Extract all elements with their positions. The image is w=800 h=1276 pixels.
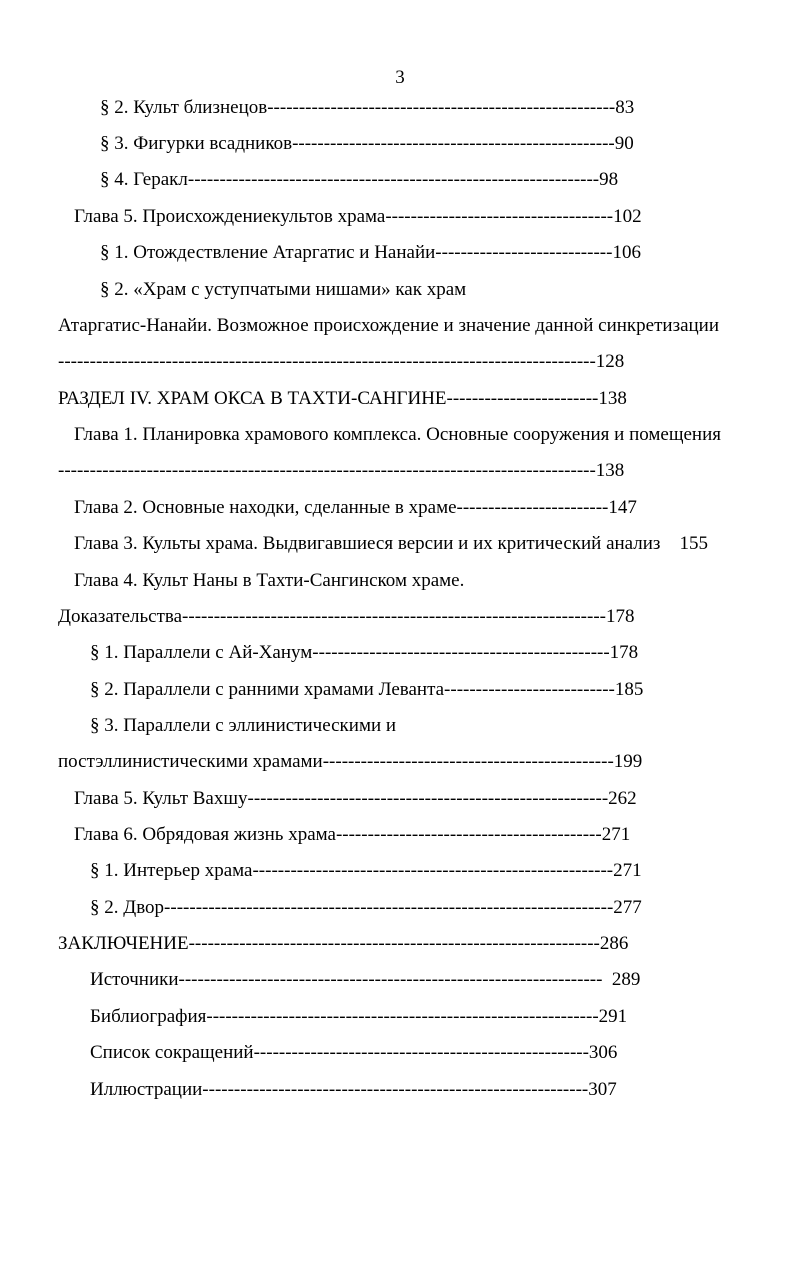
toc-entry: Источники------------------------------------------------------------------- 289 — [90, 969, 641, 990]
toc-entry: § 3. Фигурки всадников---------------------------------------------------90 — [100, 133, 634, 154]
toc-entry: Библиография--------------------------------------------------------------291 — [90, 1006, 628, 1027]
page-number: 3 — [395, 67, 405, 88]
toc-entry: § 1. Параллели с Ай-Ханум-----------------------------------------------178 — [90, 642, 639, 663]
toc-entry: Глава 1. Планировка храмового комплекса. Основные сооружения и помещения — [74, 424, 721, 445]
toc-entry: Глава 2. Основные находки, сделанные в храме------------------------147 — [74, 497, 637, 518]
toc-entry: ЗАКЛЮЧЕНИЕ-----------------------------------------------------------------286 — [58, 933, 629, 954]
toc-entry: Глава 6. Обрядовая жизнь храма------------------------------------------271 — [74, 824, 631, 845]
toc-entry: -------------------------------------------------------------------------------------128 — [58, 351, 625, 372]
toc-entry: § 2. «Храм с уступчатыми нишами» как храм — [100, 279, 467, 300]
toc-entry: § 3. Параллели с эллинистическими и — [90, 715, 397, 736]
toc-entry: Глава 4. Культ Наны в Тахти-Сангинском храме. — [74, 570, 465, 591]
toc-entry: Глава 5. Культ Вахшу---------------------------------------------------------262 — [74, 788, 637, 809]
toc-entry: § 2. Двор-----------------------------------------------------------------------277 — [90, 897, 642, 918]
toc-entry: РАЗДЕЛ IV. ХРАМ ОКСА В ТАХТИ-САНГИНЕ------------------------138 — [58, 388, 627, 409]
toc-entry: Доказательства-------------------------------------------------------------------178 — [58, 606, 635, 627]
toc-entry: § 2. Параллели с ранними храмами Леванта---------------------------185 — [90, 679, 644, 700]
toc-entry: Иллюстрации-------------------------------------------------------------307 — [90, 1079, 617, 1100]
toc-entry: § 1. Интерьер храма---------------------------------------------------------271 — [90, 860, 642, 881]
toc-entry: Атаргатис-Нанайи. Возможное происхождение и значение данной синкретизации — [58, 315, 720, 336]
toc-entry: § 1. Отождествление Атаргатис и Нанайи----------------------------106 — [100, 242, 641, 263]
toc-entry: -------------------------------------------------------------------------------------138 — [58, 460, 625, 481]
toc-entry: § 4. Геракл-----------------------------------------------------------------98 — [100, 169, 619, 190]
toc-entry: Глава 3. Культы храма. Выдвигавшиеся версии и их критический анализ 155 — [74, 533, 708, 554]
toc-entry: постэллинистическими храмами----------------------------------------------199 — [58, 751, 643, 772]
toc-entry: Список сокращений-----------------------------------------------------306 — [90, 1042, 618, 1063]
toc-entry: Глава 5. Происхождениекультов храма------------------------------------102 — [74, 206, 642, 227]
toc-entry: § 2. Культ близнецов-------------------------------------------------------83 — [100, 97, 635, 118]
